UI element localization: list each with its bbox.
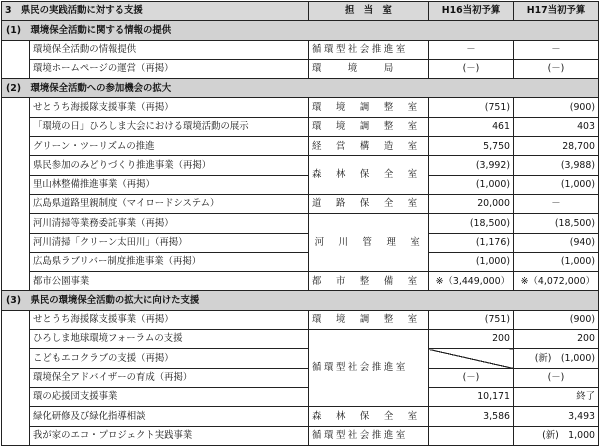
table-row [2,310,599,329]
h16-budget-cell: 200 [429,330,514,349]
department-cell: 都 市 整 備 室 [309,272,429,291]
department-cell: 環 境 調 整 室 [309,117,429,136]
h17-budget-cell: (新) 1,000 [514,426,599,445]
section-heading: (3) 県民の環境保全活動の拡大に向けた支援 [2,291,599,310]
table-row [2,233,599,252]
project-name: 広島県ラブリバー制度推進事業（再掲） [30,252,309,271]
h16-budget-cell: 3,586 [429,407,514,426]
h17-budget-cell: 200 [514,330,599,349]
table-row [2,387,599,406]
column-header-h17: H17当初予算 [514,2,599,21]
h17-budget-cell: (18,500) [514,214,599,233]
table-row [2,98,599,117]
h16-budget-cell: (－) [429,368,514,387]
column-header-dept: 担 当 室 [309,2,429,21]
table-row [2,407,599,426]
section-row [2,79,599,98]
h16-budget-cell: 5,750 [429,137,514,156]
project-name: 環境ホームページの運営（再掲） [30,59,309,78]
project-name: グリーン・ツーリズムの推進 [30,137,309,156]
table-row [2,368,599,387]
h16-budget-cell: 20,000 [429,194,514,213]
section-heading: (1) 環境保全活動に関する情報の提供 [2,21,599,40]
section-row [2,291,599,310]
department-cell: 環 境 局 [309,59,429,78]
h16-budget-cell [429,349,514,368]
project-name: 環の応援団支援事業 [30,387,309,406]
h17-budget-cell: 403 [514,117,599,136]
h17-budget-cell: (1,000) [514,252,599,271]
department-cell: 森 林 保 全 室 [309,156,429,195]
h17-budget-cell: (900) [514,310,599,329]
table-row [2,214,599,233]
project-name: 都市公園事業 [30,272,309,291]
h16-budget-cell: (1,176) [429,233,514,252]
project-name: 「環境の日」ひろしま大会における環境活動の展示 [30,117,309,136]
h16-budget-cell: ※（3,449,000） [429,272,514,291]
h16-budget-cell: (18,500) [429,214,514,233]
h17-budget-cell: (900) [514,98,599,117]
project-name: こどもエコクラブの支援（再掲） [30,349,309,368]
section-heading: (2) 環境保全活動への参加機会の拡大 [2,79,599,98]
h17-budget-cell: (－) [514,368,599,387]
department-cell: 環 境 調 整 室 [309,310,429,329]
h16-budget-cell: － [429,40,514,59]
project-name: 広島県道路里親制度（マイロードシステム） [30,194,309,213]
h16-budget-cell: 10,171 [429,387,514,406]
department-cell: 経 営 構 造 室 [309,137,429,156]
department-cell: 循環型社会推進室 [309,40,429,59]
project-name: 緑化研修及び緑化指導相談 [30,407,309,426]
h16-budget-cell: (1,000) [429,252,514,271]
table-row [2,175,599,194]
table-header-row [2,2,599,21]
h16-budget-cell: (3,992) [429,156,514,175]
h17-budget-cell: (1,000) [514,175,599,194]
table-row [2,272,599,291]
table-row [2,426,599,445]
h17-budget-cell: 28,700 [514,137,599,156]
department-cell: 環 境 調 整 室 [309,98,429,117]
project-name: 我が家のエコ・プロジェクト実践事業 [30,426,309,445]
department-cell: 循環型社会推進室 [309,426,429,445]
table-row [2,40,599,59]
h16-budget-cell: (－) [429,59,514,78]
table-row [2,330,599,349]
h17-budget-cell: (新) (1,000) [514,349,599,368]
project-name: 河川清掃「クリーン太田川」（再掲） [30,233,309,252]
project-name: 河川清掃等業務委託事業（再掲） [30,214,309,233]
project-name: 里山林整備推進事業（再掲） [30,175,309,194]
department-cell: 道 路 保 全 室 [309,194,429,213]
h17-budget-cell: (3,988) [514,156,599,175]
h16-budget-cell: (1,000) [429,175,514,194]
h17-budget-cell: 3,493 [514,407,599,426]
budget-table [1,1,599,446]
table-row [2,59,599,78]
h16-budget-cell: (751) [429,310,514,329]
table-row [2,349,599,368]
section-row [2,21,599,40]
h16-budget-cell [429,426,514,445]
h17-budget-cell: ※（4,072,000） [514,272,599,291]
project-name: 環境保全アドバイザーの育成（再掲） [30,368,309,387]
project-name: 県民参加のみどりづくり推進事業（再掲） [30,156,309,175]
project-name: せとうち海援隊支援事業（再掲） [30,310,309,329]
department-cell: 河 川 管 理 室 [309,214,429,272]
column-header-h16: H16当初予算 [429,2,514,21]
table-title: 3 県民の実践活動に対する支援 [2,2,309,21]
h17-budget-cell: (－) [514,59,599,78]
h16-budget-cell: 461 [429,117,514,136]
table-row [2,194,599,213]
department-cell: 循環型社会推進室 [309,330,429,407]
project-name: ひろしま地球環境フォーラムの支援 [30,330,309,349]
table-row [2,252,599,271]
budget-document [1,1,599,441]
table-row [2,137,599,156]
h17-budget-cell: (940) [514,233,599,252]
department-cell: 森 林 保 全 室 [309,407,429,426]
project-name: せとうち海援隊支援事業（再掲） [30,98,309,117]
table-row [2,156,599,175]
project-name: 環境保全活動の情報提供 [30,40,309,59]
h16-budget-cell: (751) [429,98,514,117]
h17-budget-cell: 終了 [514,387,599,406]
table-row [2,117,599,136]
h17-budget-cell: － [514,194,599,213]
h17-budget-cell: － [514,40,599,59]
